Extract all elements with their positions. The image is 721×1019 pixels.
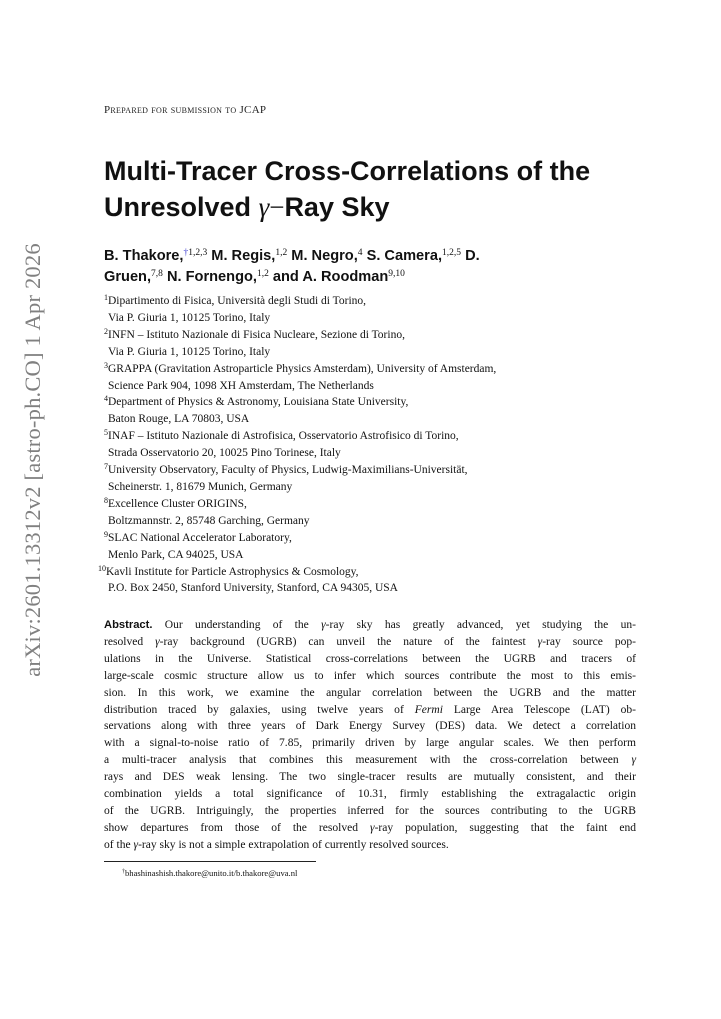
gamma-symbol: γ [370, 821, 375, 834]
abstract-line [104, 820, 636, 837]
affiliation-item [104, 293, 644, 327]
affiliation-line: Baton Rouge, LA 70803, USA [108, 413, 250, 426]
journal-note: Prepared for submission to JCAP [104, 104, 267, 116]
title-line-2 [104, 189, 644, 225]
affiliation-line: Boltzmannstr. 2, 85748 Garching, Germany [108, 514, 310, 527]
affiliation-number: 1 [104, 293, 108, 302]
affiliation-number: 7 [104, 462, 108, 472]
affiliation-number: 8 [104, 495, 108, 505]
paper-title [104, 153, 644, 225]
affiliation-line: GRAPPA (Gravitation Astroparticle Physics Amsterdam), University of Amsterdam, [108, 362, 497, 375]
affiliation-item [104, 394, 644, 428]
affiliation-mark: 9,10 [388, 269, 405, 279]
abstract-line [104, 702, 636, 719]
affiliation-line: Via P. Giuria 1, 10125 Torino, Italy [108, 311, 271, 324]
abstract-text: Large Area Telescope (LAT) ob- [442, 703, 637, 716]
affiliation-line: University Observatory, Faculty of Physics, Ludwig-Maximilians-Universität, [108, 464, 468, 477]
gamma-symbol: γ [537, 635, 543, 648]
abstract-line: combination yields a total significance of 10.31, firmly establishing the extragalactic origin [104, 788, 636, 801]
abstract-text: -ray population, suggesting that the faint end [374, 821, 636, 834]
affiliation-number: 3 [104, 360, 108, 370]
abstract-text: -ray sky is not a simple extrapolation of currently resolved sources. [138, 838, 449, 851]
affiliation-number: 2 [104, 326, 108, 336]
affiliation-item [104, 462, 644, 496]
abstract-line: rays and DES weak lensing. The two single-tracer results are mutually consistent, and their [104, 771, 636, 784]
affiliation-item [104, 428, 644, 462]
affiliation-line: P.O. Box 2450, Stanford University, Stanford, CA 94305, USA [108, 582, 398, 595]
author-name: and A. Roodman [268, 269, 389, 285]
affiliation-mark: 7,8 [151, 269, 163, 279]
affiliation-item [98, 563, 644, 598]
abstract-text: a multi-tracer analysis that combines this measurement with the cross-correlation between [104, 754, 632, 767]
affiliation-mark: 1,2 [256, 269, 269, 279]
author-name: S. Camera, [362, 248, 443, 264]
affiliation-item [104, 530, 644, 564]
gamma-symbol: γ [133, 838, 139, 851]
abstract-text: distribution traced by galaxies, using twelve years of [104, 703, 415, 716]
affiliation-line: SLAC National Accelerator Laboratory, [108, 531, 292, 544]
footnote-email[interactable]: bhashinashish.thakore@unito.it/b.thakore@uva.nl [125, 868, 298, 878]
abstract-text: -ray source pop- [542, 635, 636, 648]
emphasis-fermi: Fermi [414, 703, 443, 716]
affiliation-list [98, 293, 644, 597]
abstract-line: of the UGRB. Intriguingly, the properties inferred for the sources contributing to the UGRB [104, 804, 636, 817]
gamma-symbol: γ [631, 754, 636, 767]
affiliation-line: Kavli Institute for Particle Astrophysics & Cosmology, [106, 565, 359, 578]
abstract-text: -ray background (UGRB) can unveil the nature of the faintest [159, 635, 538, 648]
corresponding-author-link[interactable]: † [183, 248, 189, 258]
affiliation-mark: 1,2 [275, 248, 288, 258]
affiliation-line: Strada Osservatorio 20, 10025 Pino Torinese, Italy [108, 447, 341, 460]
affiliation-item [104, 361, 644, 395]
footnote-rule [104, 861, 316, 862]
abstract-line: servations along with three years of Dark Energy Survey (DES) data. We detect a correlation [104, 720, 636, 733]
affiliation-number: 5 [104, 428, 108, 438]
affiliation-mark: 4 [357, 248, 363, 258]
affiliation-mark: 1,2,5 [442, 248, 462, 258]
arxiv-stamp-text: arXiv:2601.13312v2 [astro-ph.CO] 1 Apr 2026 [20, 243, 45, 677]
affiliation-line: Via P. Giuria 1, 10125 Torino, Italy [108, 345, 271, 358]
title-text: Unresolved [104, 192, 259, 222]
title-line-1: Multi-Tracer Cross-Correlations of the [104, 156, 591, 186]
affiliation-line: Excellence Cluster ORIGINS, [108, 497, 247, 510]
author-name: B. Thakore, [104, 248, 184, 264]
affiliation-line: Department of Physics & Astronomy, Louisiana State University, [108, 396, 409, 409]
abstract-text: of the [104, 838, 134, 851]
abstract-line: with a signal-to-noise ratio of 7.85, primarily driven by large angular scales. We then perform [104, 737, 636, 750]
author-name: M. Negro, [287, 248, 358, 264]
affiliation-item [104, 496, 644, 530]
abstract-text: show departures from those of the resolved [104, 821, 371, 834]
author-name: M. Regis, [207, 248, 276, 264]
title-text: Ray Sky [284, 192, 390, 222]
abstract-block [104, 617, 636, 854]
affiliation-number: 4 [104, 394, 108, 404]
affiliation-line: Dipartimento di Fisica, Università degli Studi di Torino, [108, 295, 367, 307]
abstract-text: -ray sky has greatly advanced, yet studying the un- [325, 619, 636, 631]
abstract-line: large-scale cosmic structure allow us to infer which sources contribute the most to this emis- [104, 669, 636, 682]
arxiv-identifier-stamp [18, 243, 48, 677]
gamma-symbol: γ [155, 635, 160, 648]
affiliation-number: 9 [104, 529, 108, 539]
affiliation-line: Science Park 904, 1098 XH Amsterdam, The Netherlands [108, 379, 374, 392]
affiliation-line: INAF – Istituto Nazionale di Astrofisica, Osservatorio Astrofisico di Torino, [108, 430, 459, 443]
gamma-symbol: γ [321, 619, 326, 631]
affiliation-line: INFN – Istituto Nazionale di Fisica Nucleare, Sezione di Torino, [108, 328, 405, 341]
abstract-text: Our understanding of the [152, 619, 322, 631]
author-line-1 [104, 246, 644, 267]
author-name: N. Fornengo, [162, 269, 257, 285]
abstract-line [104, 617, 636, 634]
affiliation-line: Scheinerstr. 1, 81679 Munich, Germany [108, 480, 293, 493]
author-list [104, 246, 644, 288]
author-name: D. [461, 248, 480, 264]
affiliation-item [104, 327, 644, 361]
footnote [122, 868, 297, 878]
author-name: Gruen, [104, 269, 152, 285]
footnote-mark: † [122, 869, 125, 875]
abstract-text: resolved [104, 635, 156, 648]
author-line-2 [104, 267, 644, 288]
affiliation-line: Menlo Park, CA 94025, USA [108, 548, 244, 561]
abstract-line [104, 634, 636, 651]
affiliation-number: 10 [98, 563, 106, 573]
affiliation-mark: 1,2,3 [188, 248, 208, 258]
abstract-line: ulations in the Universe. Statistical cross-correlations between the UGRB and tracers of [104, 652, 636, 665]
title-dash: − [269, 192, 285, 222]
abstract-heading: Abstract. [104, 619, 153, 631]
abstract-line [104, 837, 636, 854]
abstract-line [104, 752, 636, 769]
abstract-line: sion. In this work, we examine the angular correlation between the UGRB and the matter [104, 686, 636, 699]
gamma-symbol: γ [258, 192, 270, 222]
